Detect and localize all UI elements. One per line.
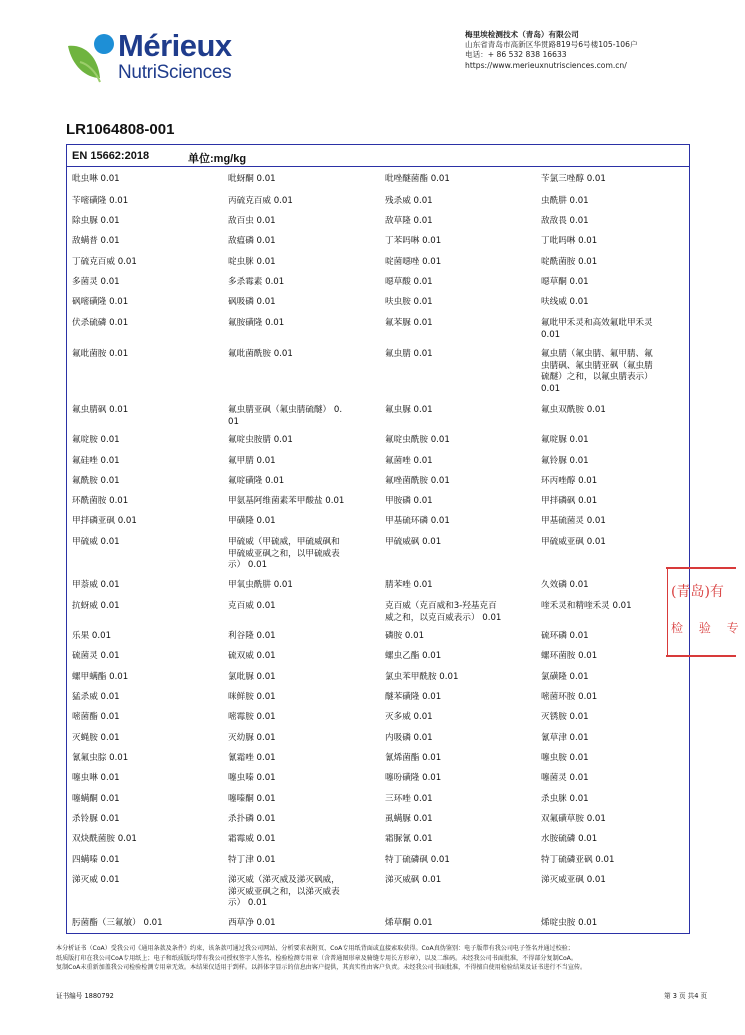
table-cell: 灭幼脲 0.01 (228, 733, 276, 743)
table-cell: 氟啶磺隆 0.01 (228, 476, 285, 486)
table-cell: 猛杀威 0.01 (72, 692, 120, 702)
table-cell: 甲氧虫酰肼 0.01 (228, 580, 293, 590)
table-cell: 氟啶虫胺腈 0.01 (228, 435, 293, 445)
table-cell: 甲氨基阿维菌素苯甲酸盐 0.01 (228, 496, 345, 506)
table-cell: 水胺硫磷 0.01 (541, 834, 598, 844)
table-cell: 伏杀硫磷 0.01 (72, 318, 129, 328)
table-cell: 肟菌酯（三氟敏） 0.01 (72, 918, 163, 928)
table-cell: 砜嘧磺隆 0.01 (72, 297, 129, 307)
table-method: EN 15662:2018 (72, 150, 150, 162)
table-cell: 啶虫脒 0.01 (228, 257, 276, 267)
table-cell: 敌百虫 0.01 (228, 216, 276, 226)
table-cell: 甲磺隆 0.01 (228, 516, 276, 526)
table-cell: 涕灭威亚砜 0.01 (541, 875, 606, 885)
table-cell: 螺虫乙酯 0.01 (385, 651, 442, 661)
footer-line: 本分析证书（CoA）受我公司《通用条款及条件》约束，该条款可通过我公司网站、分析要求表附页、CoA专用纸背面或直接索取获得。CoA真伪鉴别：电子版带有我公司电子签名并通过校验； (56, 945, 574, 952)
table-cell: 氟唑菌酰胺 0.01 (385, 476, 450, 486)
table-cell: 敌敌畏 0.01 (541, 216, 589, 226)
table-cell: 氟虫双酰胺 0.01 (541, 405, 606, 415)
table-cell: 四螨嗪 0.01 (72, 855, 120, 865)
table-cell: 甲萘威 0.01 (72, 580, 120, 590)
table-cell: 丙硫克百威 0.01 (228, 196, 293, 206)
table-cell: 甲拌磷亚砜 0.01 (72, 516, 137, 526)
table-cell: 氟啶胺 0.01 (72, 435, 120, 445)
table-cell: 丁硫克百威 0.01 (72, 257, 137, 267)
table-cell: 环酰菌胺 0.01 (72, 496, 129, 506)
table-cell: 咪鲜胺 0.01 (228, 692, 276, 702)
table-cell: 噻虫胺 0.01 (541, 753, 589, 763)
table-cell: 嘧霉胺 0.01 (228, 712, 276, 722)
table-cell: 氟啶脲 0.01 (541, 435, 589, 445)
table-cell: 氟吡甲禾灵和高效氟吡甲禾灵 0.01 (541, 318, 653, 340)
table-cell: 硫环磷 0.01 (541, 631, 589, 641)
table-cell: 氰烯菌酯 0.01 (385, 753, 442, 763)
footer-line: 纸质版打印在我公司CoA专用纸上；电子和纸质版均带有我公司授权签字人签名、检验检测专用章（含普通图形章及骑缝专用长方形章），以及二维码。未经我公司书面批准，不得部分复制CoA。 (56, 954, 577, 962)
table-cell: 克百威（克百威和3-羟基克百 威之和，以克百威表示） 0.01 (385, 601, 502, 623)
table-cell: 虱螨脲 0.01 (385, 814, 433, 824)
company-info (465, 30, 638, 71)
table-cell: 西草净 0.01 (228, 918, 276, 928)
footer-line: 复制CoA未重新加盖我公司检验检测专用章无效。本结果仅适用于到样。以斜体字显示的信息由客户提供，其真实性由客户负责。未经我公司书面批准，不得擅自使用检验结果及证书进行不当宣传。 (56, 964, 587, 971)
table-cell: 虫酰肼 0.01 (541, 196, 589, 206)
table-cell: 呋虫胺 0.01 (385, 297, 433, 307)
table-cell: 甲硫威（甲硫威，甲硫威砜和 甲硫威亚砜之和，以甲硫威表 示） 0.01 (228, 537, 340, 570)
table-cell: 甲胺磷 0.01 (385, 496, 433, 506)
table-cell: 氟虫脲 0.01 (385, 405, 433, 415)
table-cell: 敌草隆 0.01 (385, 216, 433, 226)
certificate-number: 证书编号 1880792 (56, 992, 114, 1000)
table-cell: 啶酰菌胺 0.01 (541, 257, 598, 267)
table-cell: 吡唑醚菌酯 0.01 (385, 174, 450, 184)
stamp-text-2: 检 验 专 (671, 621, 745, 635)
table-cell: 氯虫苯甲酰胺 0.01 (385, 672, 459, 682)
table-cell: 氰霜唑 0.01 (228, 753, 276, 763)
table-cell: 氰草津 0.01 (541, 733, 589, 743)
table-cell: 吡蚜酮 0.01 (228, 174, 276, 184)
seal-stamp (666, 567, 745, 659)
table-cell: 氟铃脲 0.01 (541, 456, 589, 466)
table-cell: 涕灭威砜 0.01 (385, 875, 442, 885)
table-cell: 硫菌灵 0.01 (72, 651, 120, 661)
table-cell: 氟虫腈 0.01 (385, 349, 433, 359)
table-cell: 噻虫嗪 0.01 (228, 773, 276, 783)
table-cell: 苄嘧磺隆 0.01 (72, 196, 129, 206)
stamp-text-1: (青岛)有 (671, 584, 724, 600)
table-cell: 醚苯磺隆 0.01 (385, 692, 442, 702)
table-cell: 呋线威 0.01 (541, 297, 589, 307)
brand-subname: NutriSciences (118, 62, 232, 83)
company-address: 山东省青岛市高新区华贯路819号6号楼105-106户 (465, 40, 638, 50)
table-cell: 双氟磺草胺 0.01 (541, 814, 606, 824)
footer-disclaimer (56, 944, 706, 973)
table-cell: 涕灭威（涕灭威及涕灭砜威， 涕灭威亚砜之和，以涕灭威表 示） 0.01 (228, 875, 340, 908)
table-cell: 噻吩磺隆 0.01 (385, 773, 442, 783)
table-header-divider (67, 166, 689, 167)
table-cell: 噻菌灵 0.01 (541, 773, 589, 783)
table-cell: 氟苯脲 0.01 (385, 318, 433, 328)
table-cell: 克百威 0.01 (228, 601, 276, 611)
table-cell: 氟吡菌酰胺 0.01 (228, 349, 293, 359)
table-cell: 丁吡吗啉 0.01 (541, 236, 598, 246)
table-cell: 杀扑磷 0.01 (228, 814, 276, 824)
table-cell: 氟吡菌胺 0.01 (72, 349, 129, 359)
table-cell: 噻嗪酮 0.01 (228, 794, 276, 804)
table-cell: 磷胺 0.01 (385, 631, 425, 641)
table-cell: 烯草酮 0.01 (385, 918, 433, 928)
table-cell: 硫双威 0.01 (228, 651, 276, 661)
table-cell: 甲硫威砜 0.01 (385, 537, 442, 547)
table-cell: 氟硅唑 0.01 (72, 456, 120, 466)
brand-name: Mérieux (118, 28, 232, 63)
table-cell: 利谷隆 0.01 (228, 631, 276, 641)
table-cell: 噻螨酮 0.01 (72, 794, 120, 804)
table-cell: 氟酰胺 0.01 (72, 476, 120, 486)
table-cell: 双炔酰菌胺 0.01 (72, 834, 137, 844)
table-cell: 除虫脲 0.01 (72, 216, 120, 226)
table-cell: 砜吸磷 0.01 (228, 297, 276, 307)
table-cell: 敌螨普 0.01 (72, 236, 120, 246)
table-cell: 氰氟虫腙 0.01 (72, 753, 129, 763)
table-cell: 特丁津 0.01 (228, 855, 276, 865)
table-cell: 特丁硫磷亚砜 0.01 (541, 855, 615, 865)
table-cell: 噁草酸 0.01 (385, 277, 433, 287)
table-cell: 甲基硫菌灵 0.01 (541, 516, 606, 526)
table-cell: 苄氯三唑醇 0.01 (541, 174, 606, 184)
table-cell: 氟虫腈（氟虫腈、氟甲腈、氟 虫腈砜、氟虫腈亚砜（氟虫腈 硫醚）之和，以氟虫腈表示） 0.01 (541, 349, 653, 394)
table-unit: 单位:mg/kg (188, 153, 247, 165)
table-cell: 喹禾灵和精喹禾灵 0.01 (541, 601, 632, 611)
table-cell: 灭锈胺 0.01 (541, 712, 589, 722)
table-cell: 灭多威 0.01 (385, 712, 433, 722)
table-cell: 甲基硫环磷 0.01 (385, 516, 450, 526)
table-cell: 噁草酮 0.01 (541, 277, 589, 287)
page-indicator: 第 3 页 共4 页 (664, 992, 708, 1000)
table-cell: 烯啶虫胺 0.01 (541, 918, 598, 928)
table-cell: 氟菌唑 0.01 (385, 456, 433, 466)
table-cell: 氟胺磺隆 0.01 (228, 318, 285, 328)
table-cell: 灭蝇胺 0.01 (72, 733, 120, 743)
table-cell: 久效磷 0.01 (541, 580, 589, 590)
table-cell: 氯磺隆 0.01 (541, 672, 589, 682)
table-cell: 霜脲氰 0.01 (385, 834, 433, 844)
table-cell: 丁苯吗啉 0.01 (385, 236, 442, 246)
table-cell: 环丙唑醇 0.01 (541, 476, 598, 486)
table-cell: 氟虫腈亚砜（氟虫腈硫醚） 0. 01 (228, 405, 343, 427)
table-cell: 氯吡脲 0.01 (228, 672, 276, 682)
table-cell: 三环唑 0.01 (385, 794, 433, 804)
table-cell: 螺甲螨酯 0.01 (72, 672, 129, 682)
table-cell: 甲硫威 0.01 (72, 537, 120, 547)
report-number: LR1064808-001 (66, 121, 175, 138)
table-cell: 啶菌噁唑 0.01 (385, 257, 442, 267)
table-cell: 特丁硫磷砜 0.01 (385, 855, 450, 865)
company-phone: 电话：+ 86 532 838 16633 (465, 50, 567, 60)
table-cell: 多菌灵 0.01 (72, 277, 120, 287)
table-cell: 敌瘟磷 0.01 (228, 236, 276, 246)
table-cell: 螺环菌胺 0.01 (541, 651, 598, 661)
table-cell: 氟啶虫酰胺 0.01 (385, 435, 450, 445)
table-cell: 内吸磷 0.01 (385, 733, 433, 743)
table-cell: 氟虫腈砜 0.01 (72, 405, 129, 415)
table-cell: 多杀霉素 0.01 (228, 277, 285, 287)
table-cell: 乐果 0.01 (72, 631, 112, 641)
table-cell: 腈苯唑 0.01 (385, 580, 433, 590)
table-cell: 涕灭威 0.01 (72, 875, 120, 885)
company-name: 梅里埃检测技术（青岛）有限公司 (465, 30, 579, 39)
table-cell: 杀铃脲 0.01 (72, 814, 120, 824)
table-cell: 抗蚜威 0.01 (72, 601, 120, 611)
table-cell: 残杀威 0.01 (385, 196, 433, 206)
table-cell: 杀虫脒 0.01 (541, 794, 589, 804)
table-cell: 嘧菌环胺 0.01 (541, 692, 598, 702)
company-website[interactable]: https://www.merieuxnutrisciences.com.cn/ (465, 60, 627, 70)
table-cell: 甲拌磷砜 0.01 (541, 496, 598, 506)
table-cell: 氟甲腈 0.01 (228, 456, 276, 466)
table-cell: 噻虫啉 0.01 (72, 773, 120, 783)
table-cell: 霜霉威 0.01 (228, 834, 276, 844)
table-cell: 吡虫啉 0.01 (72, 174, 120, 184)
table-cell: 嘧菌酯 0.01 (72, 712, 120, 722)
table-cell: 甲硫威亚砜 0.01 (541, 537, 606, 547)
